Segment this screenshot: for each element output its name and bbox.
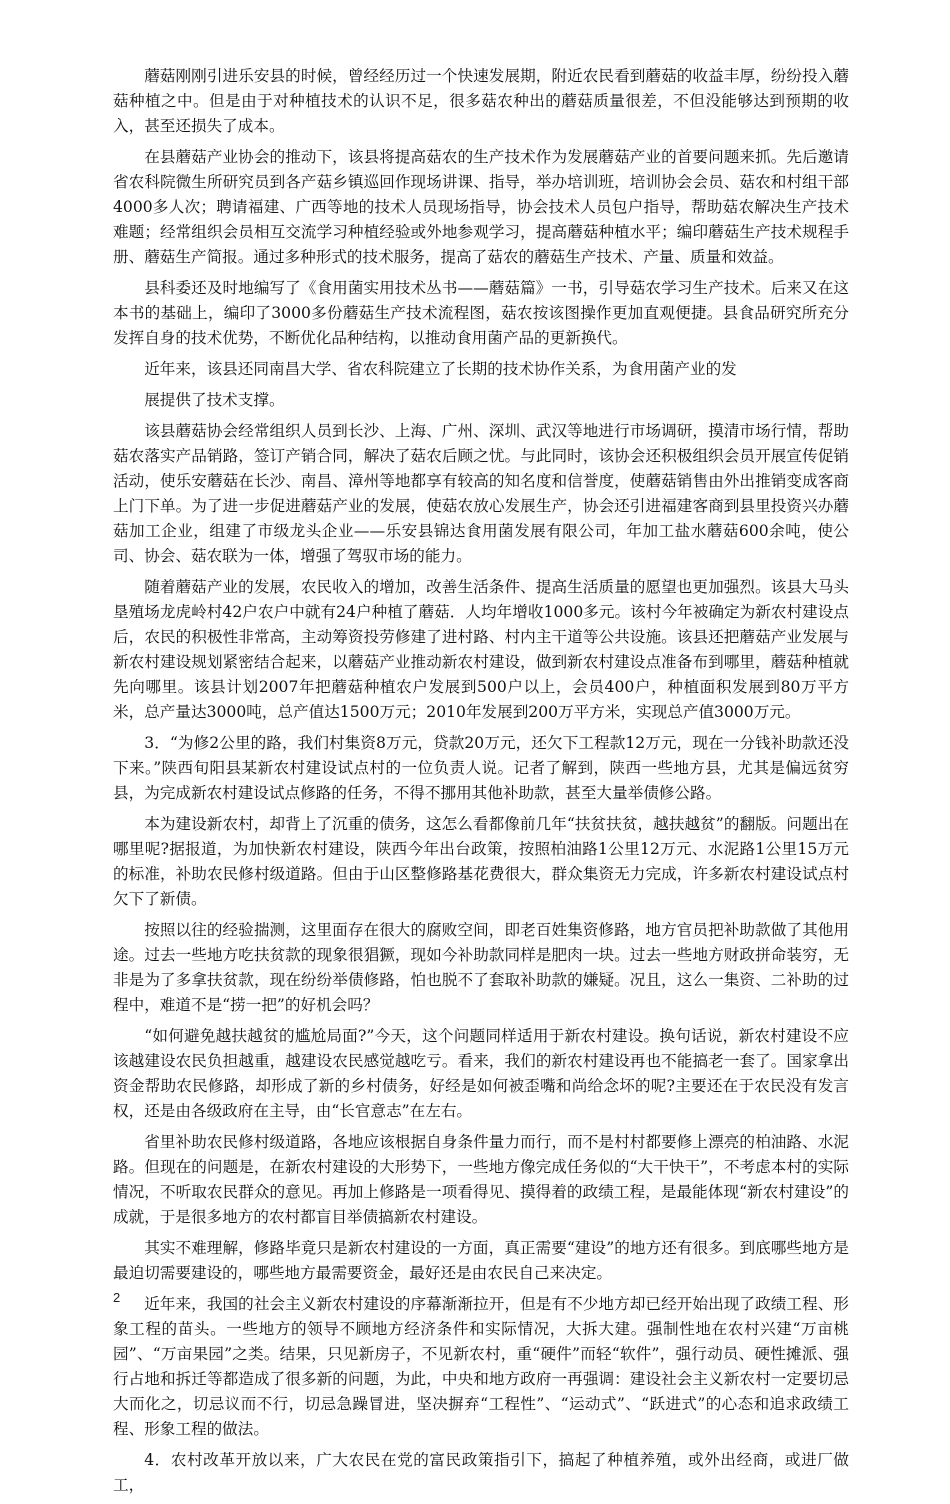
paragraph: 按照以往的经验揣测，这里面存在很大的腐败空间，即老百姓集资修路，地方官员把补助款做了其他用途。过去一些地方吃扶贫款的现象很猖獗，现如今补助款同样是肥肉一块。过去一些地方财政拼命装穷，无非是为了多拿扶贫款，现在纷纷举债修路，怕也脱不了套取补助款的嫌疑。况且，这么一集资、二补助的过程中，难道不是“捞一把”的好机会吗？ [113, 921, 849, 1014]
paragraph: 近年来，我国的社会主义新农村建设的序幕渐渐拉开，但是有不少地方却已经开始出现了政绩工程、形象工程的苗头。一些地方的领导不顾地方经济条件和实际情况，大拆大建。强制性地在农村兴建“万亩桃园”、“万亩果园”之类。结果，只见新房子，不见新农村，重“硬件”而轻“软件”，强行动员、硬性摊派、强行占地和拆迁等都造成了很多新的问题，为此，中央和地方政府一再强调：建设社会主义新农村一定要切忌大而化之，切忌议而不行，切忌急躁冒进，坚决摒弃“工程性”、“运动式”、“跃进式”的心态和追求政绩工程、形象工程的做法。 [113, 1295, 849, 1438]
paragraph: 近年来，该县还同南昌大学、省农科院建立了长期的技术协作关系，为食用菌产业的发 [144, 360, 737, 378]
paragraph: 县科委还及时地编写了《食用菌实用技术丛书——蘑菇篇》一书，引导菇农学习生产技术。后来又在这本书的基础上，编印了3000多份蘑菇生产技术流程图，菇农按该图操作更加直观便捷。县食品研究所充分发挥自身的技术优势，不断优化品种结构，以推动食用菌产品的更新换代。 [113, 279, 849, 347]
page-number: 2 [113, 1290, 121, 1305]
paragraph: 省里补助农民修村级道路，各地应该根据自身条件量力而行，而不是村村都要修上漂亮的柏油路、水泥路。但现在的问题是，在新农村建设的大形势下，一些地方像完成任务似的“大干快干”，不考虑本村的实际情况，不听取农民群众的意见。再加上修路是一项看得见、摸得着的政绩工程，是最能体现“新农村建设”的成就，于是很多地方的农村都盲目举债搞新农村建设。 [113, 1133, 849, 1226]
paragraph: 本为建设新农村，却背上了沉重的债务，这怎么看都像前几年“扶贫扶贫，越扶越贫”的翻版。问题出在哪里呢?据报道，为加快新农村建设，陕西今年出台政策，按照柏油路1公里12万元、水泥路1公里15万元的标准，补助农民修村级道路。但由于山区整修路基花费很大，群众集资无力完成，许多新农村建设试点村欠下了新债。 [113, 815, 849, 908]
paragraph: 其实不难理解，修路毕竟只是新农村建设的一方面，真正需要“建设”的地方还有很多。到底哪些地方是最迫切需要建设的，哪些地方最需要资金，最好还是由农民自己来决定。 [113, 1239, 849, 1282]
paragraph: 在县蘑菇产业协会的推动下，该县将提高菇农的生产技术作为发展蘑菇产业的首要问题来抓。先后邀请省农科院微生所研究员到各产菇乡镇巡回作现场讲课、指导，举办培训班，培训协会会员、菇农和村组干部4000多人次；聘请福建、广西等地的技术人员现场指导，协会技术人员包户指导，帮助菇农解决生产技术难题；经常组织会员相互交流学习种植经验或外地参观学习，提高蘑菇种植水平；编印蘑菇生产技术规程手册、蘑菇生产简报。通过多种形式的技术服务，提高了菇农的蘑菇生产技术、产量、质量和效益。 [113, 148, 849, 266]
paragraph: 4．农村改革开放以来，广大农民在党的富民政策指引下，搞起了种植养殖，或外出经商，或进厂做工， [113, 1451, 849, 1494]
paragraph: 该县蘑菇协会经常组织人员到长沙、上海、广州、深圳、武汉等地进行市场调研，摸清市场行情，帮助菇农落实产品销路，签订产销合同，解决了菇农后顾之忧。与此同时，该协会还积极组织会员开展宣传促销活动，使乐安蘑菇在长沙、南昌、漳州等地都享有较高的知名度和信誉度，使蘑菇销售由外出推销变成客商上门下单。为了进一步促进蘑菇产业的发展，使菇农放心发展生产，协会还引进福建客商到县里投资兴办蘑菇加工企业，组建了市级龙头企业——乐安县锦达食用菌发展有限公司，年加工盐水蘑菇600余吨，使公司、协会、菇农联为一体，增强了驾驭市场的能力。 [113, 422, 849, 565]
paragraph: 3．“为修2公里的路，我们村集资8万元，贷款20万元，还欠下工程款12万元，现在一分钱补助款还没下来。”陕西旬阳县某新农村建设试点村的一位负责人说。记者了解到，陕西一些地方县，尤其是偏远贫穷县，为完成新农村建设试点修路的任务，不得不挪用其他补助款，甚至大量举债修公路。 [113, 734, 849, 802]
document-body [113, 64, 849, 1504]
paragraph: 展提供了技术支撑。 [144, 391, 285, 409]
paragraph: 蘑菇刚刚引进乐安县的时候，曾经经历过一个快速发展期，附近农民看到蘑菇的收益丰厚，纷纷投入蘑菇种植之中。但是由于对种植技术的认识不足，很多菇农种出的蘑菇质量很差，不但没能够达到预期的收入，甚至还损失了成本。 [113, 67, 849, 135]
paragraph: “如何避免越扶越贫的尴尬局面?”今天，这个问题同样适用于新农村建设。换句话说，新农村建设不应该越建设农民负担越重，越建设农民感觉越吃亏。看来，我们的新农村建设再也不能搞老一套了。国家拿出资金帮助农民修路，却形成了新的乡村债务，好经是如何被歪嘴和尚给念坏的呢?主要还在于农民没有发言权，还是由各级政府在主导，由“长官意志”在左右。 [113, 1027, 849, 1120]
paragraph: 随着蘑菇产业的发展，农民收入的增加，改善生活条件、提高生活质量的愿望也更加强烈。该县大马头垦殖场龙虎岭村42户农户中就有24户种植了蘑菇．人均年增收1000多元。该村今年被确定为新农村建设点后，农民的积极性非常高，主动筹资投劳修建了进村路、村内主干道等公共设施。该县还把蘑菇产业发展与新农村建设规划紧密结合起来，以蘑菇产业推动新农村建设，做到新农村建设点准备布到哪里，蘑菇种植就先向哪里。该县计划2007年把蘑菇种植农户发展到500户以上，会员400户，种植面积发展到80万平方米，总产量达3000吨，总产值达1500万元；2010年发展到200万平方米，实现总产值3000万元。 [113, 578, 849, 721]
